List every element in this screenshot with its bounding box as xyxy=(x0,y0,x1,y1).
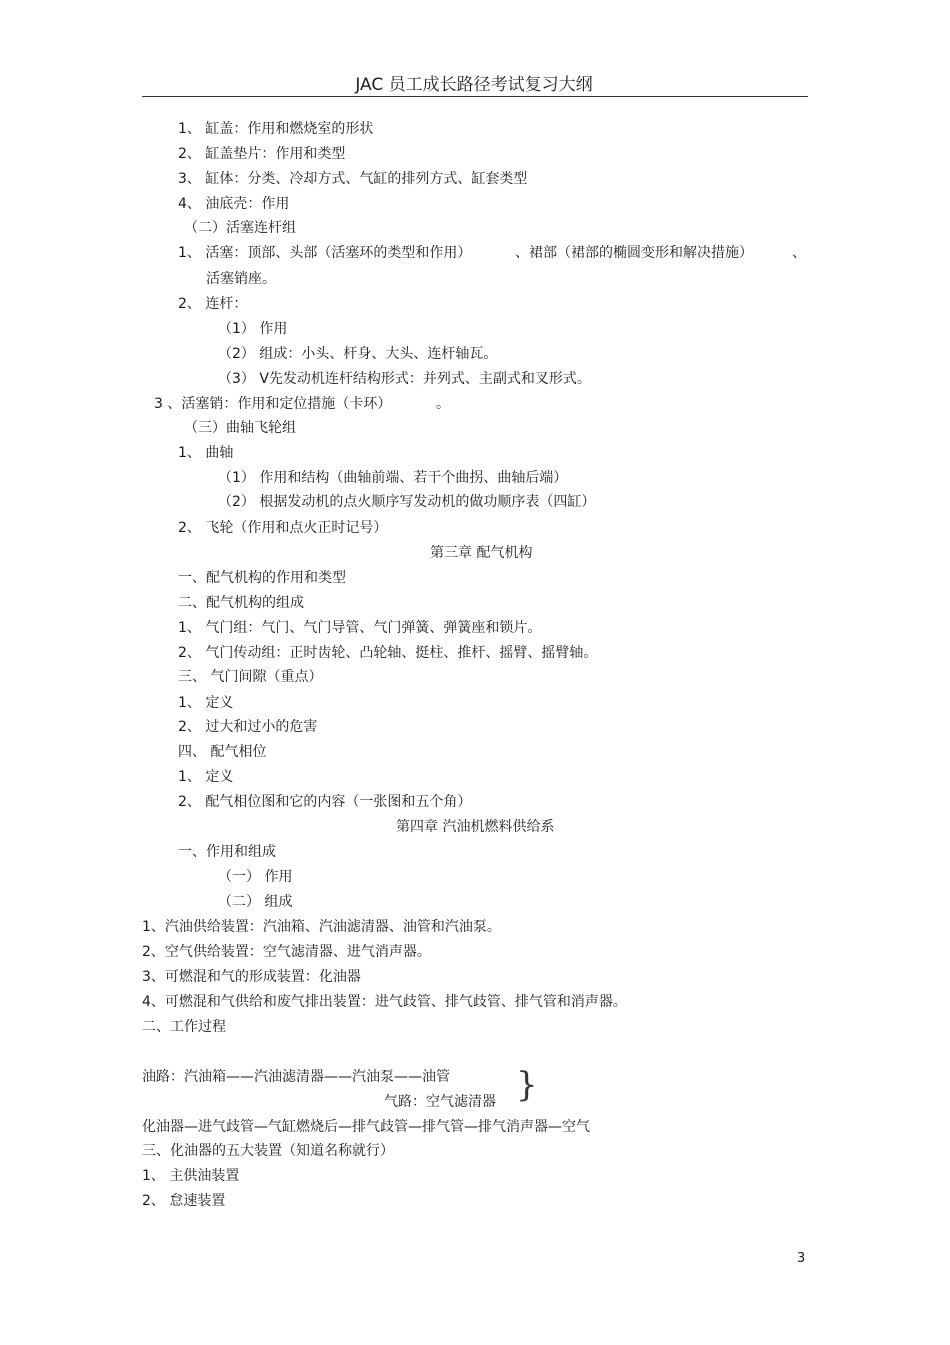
list-item: 3、可燃混和气的形成装置：化油器 xyxy=(142,969,361,985)
air-path-text: 气路：空气滤清器 xyxy=(384,1094,496,1110)
section-heading: 三、 气门间隙（重点） xyxy=(178,669,323,685)
list-item-continuation: 、 xyxy=(792,245,806,261)
section-heading: 四、 配气相位 xyxy=(178,744,267,760)
sub-list-item: （一） 作用 xyxy=(218,869,293,885)
section-heading: 三、化油器的五大装置（知道名称就行） xyxy=(142,1143,394,1159)
right-brace-icon: } xyxy=(516,1065,538,1105)
list-item: 1、 缸盖：作用和燃烧室的形状 xyxy=(178,121,374,137)
section-heading: 一、配气机构的作用和类型 xyxy=(178,570,346,586)
list-item: 1、 曲轴 xyxy=(178,445,234,461)
list-item: 1、 定义 xyxy=(178,769,234,785)
page-header-title: JAC 员工成长路径考试复习大纲 xyxy=(355,75,593,95)
list-item: 2、 飞轮（作用和点火正时记号） xyxy=(178,520,388,536)
oil-path-text: 油路：汽油箱——汽油滤清器——汽油泵——油管 xyxy=(142,1069,450,1085)
sub-list-item: （1） 作用 xyxy=(218,321,288,337)
list-item: 2、 怠速装置 xyxy=(142,1193,226,1209)
section-heading: 一、作用和组成 xyxy=(178,844,276,860)
list-item: 2、 气门传动组：正时齿轮、凸轮轴、挺柱、推杆、摇臂、摇臂轴。 xyxy=(178,645,598,661)
list-item: 2、空气供给装置：空气滤清器、进气消声器。 xyxy=(142,944,431,960)
list-item: 2、 缸盖垫片：作用和类型 xyxy=(178,146,346,162)
list-item: 1、 定义 xyxy=(178,695,234,711)
list-item: 2、 配气相位图和它的内容（一张图和五个角） xyxy=(178,794,472,810)
sub-list-item: （1） 作用和结构（曲轴前端、若干个曲拐、曲轴后端） xyxy=(218,470,568,486)
flow-path-text: 化油器—进气歧管—气缸燃烧后—排气歧管—排气管—排气消声器—空气 xyxy=(142,1119,590,1135)
list-item: 4、 油底壳：作用 xyxy=(178,196,290,212)
page-number: 3 xyxy=(797,1251,806,1266)
sub-list-item: （3） V先发动机连杆结构形式：并列式、主副式和叉形式。 xyxy=(218,371,591,387)
list-item: 3、 缸体：分类、冷却方式、气缸的排列方式、缸套类型 xyxy=(178,171,528,187)
list-item: 1、 气门组：气门、气门导管、气门弹簧、弹簧座和锁片。 xyxy=(178,620,542,636)
list-item-continuation: 、裙部（裙部的椭圆变形和解决措施） xyxy=(515,245,753,261)
list-item: 2、 连杆： xyxy=(178,296,248,312)
section-heading: （二）活塞连杆组 xyxy=(184,220,296,236)
sub-list-item: （二） 组成 xyxy=(218,894,293,910)
sub-list-item: （2） 根据发动机的点火顺序写发动机的做功顺序表（四缸） xyxy=(218,494,596,510)
section-heading: 二、工作过程 xyxy=(142,1019,226,1035)
section-heading: （三）曲轴飞轮组 xyxy=(184,420,296,436)
list-item: 1、 主供油装置 xyxy=(142,1168,240,1184)
sub-list-item: （2） 组成：小头、杆身、大头、连杆轴瓦。 xyxy=(218,346,498,362)
list-item: 1、 活塞：顶部、头部（活塞环的类型和作用） xyxy=(178,245,472,261)
list-item: 1、汽油供给装置：汽油箱、汽油滤清器、油管和汽油泵。 xyxy=(142,919,501,935)
list-item: 3 、活塞销：作用和定位措施（卡环） xyxy=(154,396,392,412)
list-item-continuation: 活塞销座。 xyxy=(206,271,276,287)
chapter-title: 第三章 配气机构 xyxy=(430,545,533,561)
chapter-title: 第四章 汽油机燃料供给系 xyxy=(396,819,555,835)
section-heading: 二、配气机构的组成 xyxy=(178,595,304,611)
header-divider xyxy=(142,96,808,97)
list-item: 2、 过大和过小的危害 xyxy=(178,719,318,735)
list-item: 4、可燃混和气供给和废气排出装置：进气歧管、排气歧管、排气管和消声器。 xyxy=(142,994,627,1010)
list-item-continuation: 。 xyxy=(436,396,450,412)
